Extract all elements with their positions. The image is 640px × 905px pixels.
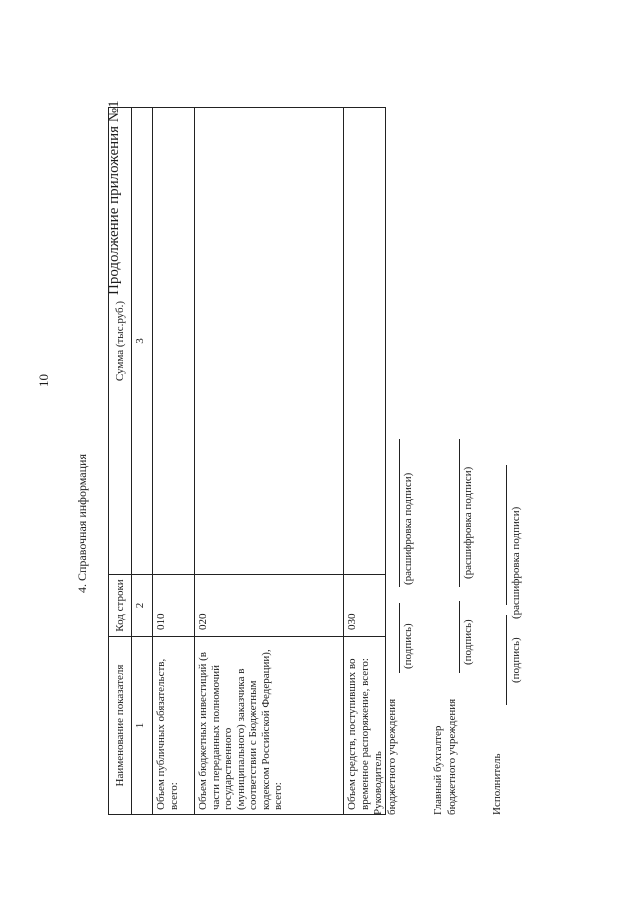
executor-sign-caption: (подпись) <box>510 637 522 683</box>
column-number-row <box>132 108 153 815</box>
executor-title: Исполнитель <box>491 753 503 815</box>
chief-accountant-decode-caption: (расшифровка подписи) <box>462 466 474 579</box>
indicator-name-cell: Объем средств, поступивших во временное распоряжение, всего: <box>344 637 386 815</box>
table-header-row <box>109 108 132 815</box>
head-decode-caption: (расшифровка подписи) <box>402 472 414 585</box>
table-row <box>344 108 386 815</box>
column-number: 3 <box>132 108 153 575</box>
executor-decode-line[interactable] <box>506 465 507 605</box>
head-sign-caption: (подпись) <box>402 623 414 669</box>
chief-accountant-sign-caption: (подпись) <box>462 619 474 665</box>
column-number: 2 <box>132 575 153 637</box>
sum-cell[interactable] <box>195 108 344 575</box>
section-title: 4. Справочная информация <box>75 454 89 593</box>
indicator-name-cell: Объем бюджетных инвестиций (в части переданных полномочий государственного (муниципального) заказчика в соответствии с Бюджетным кодексом Российской Федерации), всего: <box>195 637 344 815</box>
header-line-code: Код строки <box>109 575 132 637</box>
indicator-name-cell: Объем публичных обязательств, всего: <box>153 637 195 815</box>
executor-decode-caption: (расшифровка подписи) <box>510 506 522 619</box>
head-title-line1: Руководитель <box>372 751 384 815</box>
reference-info-table <box>108 107 386 815</box>
line-code-cell: 020 <box>195 575 344 637</box>
table-row <box>153 108 195 815</box>
line-code-cell: 030 <box>344 575 386 637</box>
page-number: 10 <box>36 374 51 387</box>
header-indicator-name: Наименование показателя <box>109 637 132 815</box>
head-decode-line[interactable] <box>399 439 400 587</box>
sum-cell[interactable] <box>344 108 386 575</box>
chief-accountant-decode-line[interactable] <box>459 439 460 587</box>
sum-cell[interactable] <box>153 108 195 575</box>
head-signature-line[interactable] <box>399 603 400 673</box>
table-row <box>195 108 344 815</box>
executor-signature-line[interactable] <box>506 615 507 705</box>
head-title-line2: бюджетного учреждения <box>386 698 398 815</box>
chief-accountant-title-line1: Главный бухгалтер <box>432 725 444 815</box>
column-number: 1 <box>132 637 153 815</box>
header-sum: Сумма (тыс.руб.) <box>109 108 132 575</box>
chief-accountant-title-line2: бюджетного учреждения <box>446 698 458 815</box>
appendix-title: Продолжение приложения №1 <box>106 100 122 295</box>
line-code-cell: 010 <box>153 575 195 637</box>
chief-accountant-signature-line[interactable] <box>459 601 460 673</box>
